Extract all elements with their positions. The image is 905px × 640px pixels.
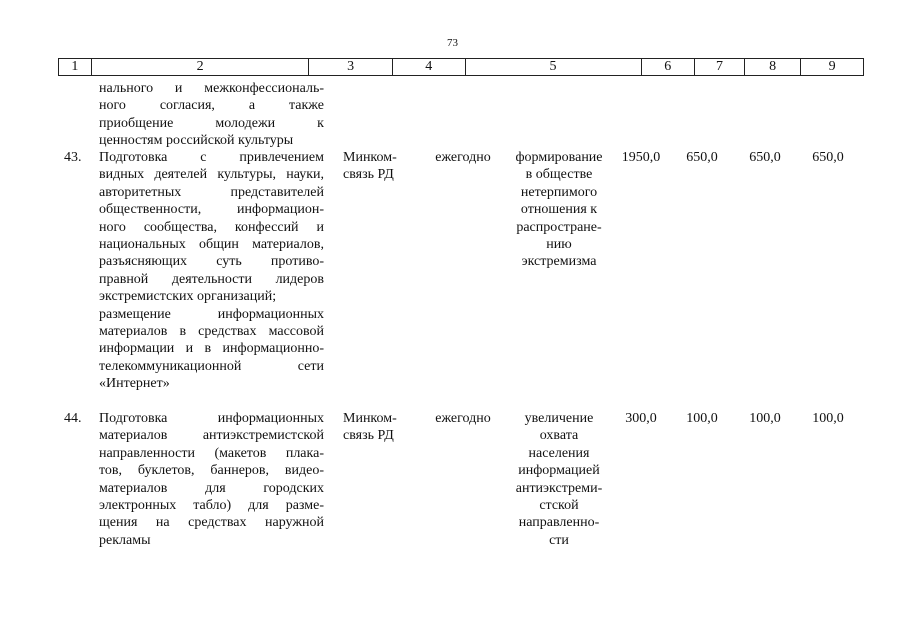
text-line: тов, буклетов, баннеров, видео- [99,463,324,479]
text-line: рекламы [99,532,151,548]
term-cell: ежегодно [435,150,491,165]
value-col-6: 1950,0 [621,150,661,165]
text-line: общественности, информацион- [99,202,324,218]
text-line: материалов в средствах массовой [99,324,324,340]
value-col-8: 650,0 [749,150,781,165]
value-col-8: 100,0 [749,411,781,426]
value-col-7: 100,0 [686,411,718,426]
text-line: щения на средствах наружной [99,515,324,531]
responsible-line: связь РД [343,167,394,183]
table-header-row [58,58,864,76]
result-cell [507,149,611,271]
header-col-8: 8 [744,59,800,75]
responsible-line: Минком- [343,411,397,426]
header-col-2: 2 [91,59,309,75]
measure-text [99,149,324,393]
result-line: направленно- [518,515,600,531]
text-line: национальных общин материалов, [99,237,324,253]
result-line: информацией [518,463,600,479]
value-col-6: 300,0 [625,411,657,426]
text-line: информации и в информационно- [99,341,324,357]
text-line: электронных табло) для разме- [99,498,324,514]
text-line: телекоммуникационной сети [99,358,324,374]
result-line: охвата [539,428,579,444]
header-col-5: 5 [465,59,641,75]
continuation-text [99,80,324,150]
result-line: экстремизма [521,254,597,270]
text-line: приобщение молодежи к [99,115,324,131]
text-line: размещение информационных [99,306,324,322]
result-line: нетерпимого [520,184,598,200]
responsible-line: связь РД [343,428,394,444]
text-line: ного сообщества, конфессий и [99,219,324,235]
text-line: материалов для городских [99,480,324,496]
result-line: нию [546,237,572,253]
text-line: Подготовка с привлечением [99,150,324,165]
row-number: 44. [64,411,82,426]
result-line: распростране- [516,219,602,235]
text-line: разъясняющих суть противо- [99,254,324,270]
text-line: экстремистских организаций; [99,289,277,305]
result-line: отношения к [520,202,598,218]
value-col-9: 650,0 [812,150,844,165]
result-line: формирование [515,150,603,165]
header-col-7: 7 [694,59,744,75]
text-line: материалов антиэкстремистской [99,428,324,444]
result-line: увеличение [524,411,594,426]
header-col-6: 6 [641,59,695,75]
row-number: 43. [64,150,82,165]
header-col-3: 3 [308,59,392,75]
text-line: направленности (макетов плака- [99,445,324,461]
text-line: ценностям российской культуры [99,133,294,149]
result-cell [507,410,611,549]
responsible-cell [343,149,409,184]
result-line: антиэкстреми- [515,480,603,496]
header-col-4: 4 [392,59,465,75]
result-line: стской [539,498,579,514]
text-line: правной деятельности лидеров [99,271,324,287]
responsible-cell [343,410,409,445]
result-line: населения [528,445,590,461]
responsible-line: Минком- [343,150,397,165]
term-cell: ежегодно [435,411,491,426]
value-col-7: 650,0 [686,150,718,165]
page-number: 73 [447,37,458,49]
value-col-9: 100,0 [812,411,844,426]
text-line: ного согласия, а также [99,98,324,114]
text-line: видных деятелей культуры, науки, [99,167,324,183]
text-line: авторитетных представителей [99,184,324,200]
text-line: нального и межконфессиональ- [99,81,324,96]
measure-text [99,410,324,549]
result-line: сти [549,532,569,548]
result-line: в обществе [525,167,593,183]
text-line: «Интернет» [99,376,170,392]
text-line: Подготовка информационных [99,411,324,426]
header-col-1: 1 [71,59,79,74]
header-col-9: 9 [800,59,863,75]
